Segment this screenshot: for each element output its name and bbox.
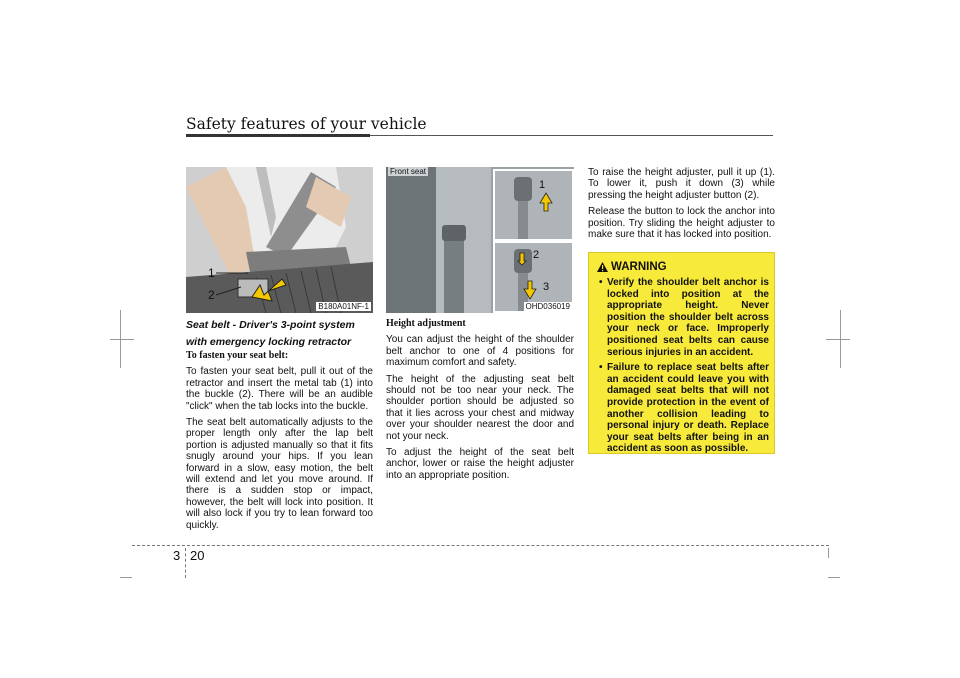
page-header-title: Safety features of your vehicle [186, 115, 427, 133]
footer-divider [185, 548, 186, 578]
column-3-text [588, 167, 775, 245]
paragraph: Release the button to lock the anchor into position. Try sliding the height adjuster to make sure that it has locked into position. [588, 206, 775, 241]
callout-1: 1 [208, 266, 215, 280]
crop-mark [828, 548, 829, 558]
page-number: 20 [190, 548, 205, 563]
warning-item: • Failure to replace seat belts after an accident could leave you with damaged seat belts that will not provide protection in the event of another collision leading to personal injury or death. Replace your seat belts after being in an accident as soon as possible. [595, 362, 769, 455]
crop-mark [826, 339, 850, 340]
header-rule-thin [370, 135, 773, 136]
crop-mark [110, 339, 134, 340]
crop-mark [828, 577, 840, 578]
height-adjuster-photo [386, 167, 574, 313]
paragraph: The height of the adjusting seat belt should not be too near your neck. The shoulder portion should be adjusted so that it lies across your chest and midway over your shoulder nearest the door and not your neck. [386, 373, 574, 442]
figure-caption-line1: Seat belt - Driver's 3-point system [186, 319, 355, 331]
figure-label: Front seat [390, 167, 427, 176]
paragraph: You can adjust the height of the shoulder belt anchor to one of 4 positions for maximum comfort and safety. [386, 334, 574, 369]
column-2-text [386, 318, 574, 486]
warning-title: WARNING [611, 261, 667, 273]
warning-list [595, 277, 769, 459]
warning-box [588, 252, 775, 454]
callout-3: 3 [543, 281, 550, 293]
figure-code: OHD036019 [525, 302, 570, 311]
callout-2: 2 [208, 288, 215, 302]
callout-1: 1 [539, 179, 546, 191]
paragraph: The seat belt automatically adjusts to the proper length only after the lap belt portion is adjusted manually so that it fits snugly around your hips. If you lean forward in a slow, easy motion, the belt will extend and let you move around. If there is a sudden stop or impact, however, the belt will lock into position. It will also lock if you try to lean forward too quickly. [186, 417, 373, 531]
seat-belt-fastening-photo [186, 167, 373, 313]
callout-2: 2 [533, 249, 540, 261]
section-subheading: To fasten your seat belt: [186, 350, 289, 361]
chapter-number: 3 [173, 548, 181, 563]
figure-code: B180A01NF-1 [318, 302, 369, 311]
warning-item: • Verify the shoulder belt anchor is locked into position at the appropriate height. Never position the shoulder belt across your neck or face. Improperly positioned seat belts can cause serious injuries in an accident. [595, 277, 769, 358]
section-subheading: Height adjustment [386, 318, 466, 329]
footer-rule [132, 545, 829, 546]
header-rule [186, 134, 370, 137]
figure-caption-line2: with emergency locking retractor [186, 336, 352, 348]
column-1-text [186, 319, 373, 536]
paragraph: To raise the height adjuster, pull it up (1). To lower it, push it down (3) while pressing the height adjuster button (2). [588, 167, 775, 201]
warning-triangle-icon [597, 262, 608, 272]
paragraph: To adjust the height of the seat belt anchor, lower or raise the height adjuster into an appropriate position. [386, 447, 574, 481]
paragraph: To fasten your seat belt, pull it out of the retractor and insert the metal tab (1) into the buckle (2). There will be an audible "click" when the tab locks into the buckle. [186, 366, 373, 412]
crop-mark [120, 577, 132, 578]
